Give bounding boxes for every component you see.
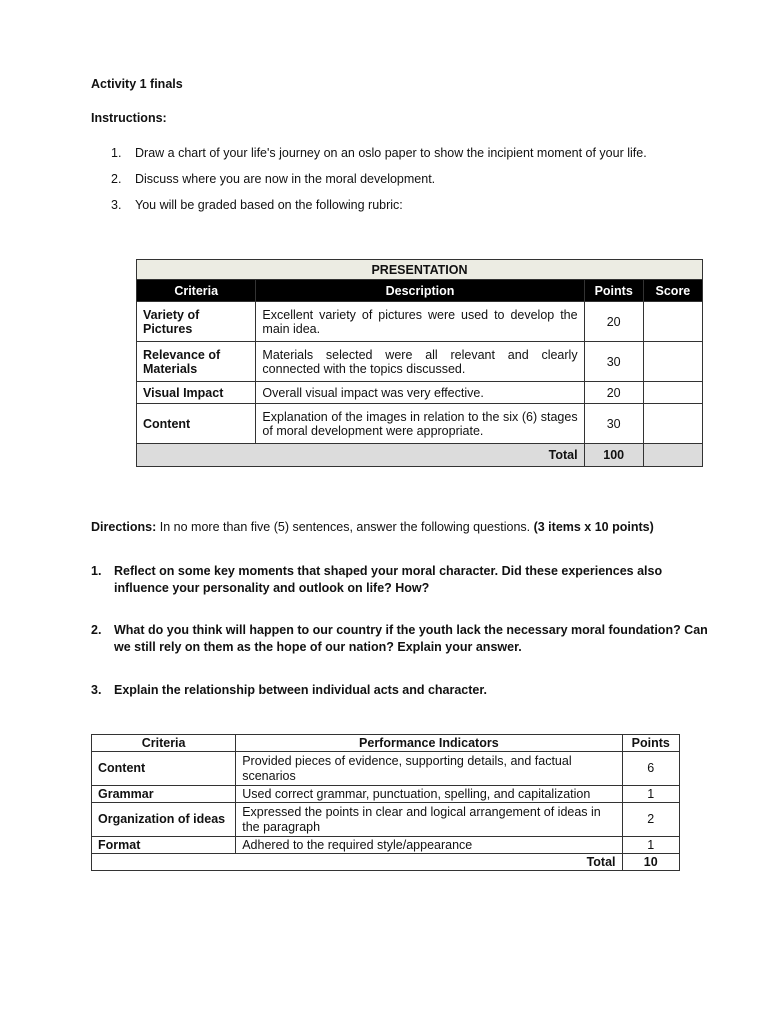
points-cell: 6 — [622, 752, 680, 786]
instruction-item — [111, 146, 731, 160]
question-text: What do you think will happen to our country if the youth lack the necessary moral foundation? Can we still rely on them as the hope of our nation? Explain your answer. — [114, 623, 708, 654]
activity-title: Activity 1 finals — [91, 77, 183, 91]
question-number: 2. — [91, 623, 102, 637]
presentation-rubric-table — [136, 259, 703, 467]
criteria-cell: Relevance of Materials — [137, 342, 256, 382]
instruction-item — [111, 198, 731, 212]
points-cell: 20 — [584, 302, 643, 342]
criteria-cell: Organization of ideas — [92, 803, 236, 837]
header-criteria: Criteria — [92, 735, 236, 752]
points-cell: 2 — [622, 803, 680, 837]
points-cell: 20 — [584, 382, 643, 404]
description-cell: Excellent variety of pictures were used to develop the main idea. — [256, 302, 584, 342]
essay-rubric-table — [91, 734, 680, 871]
criteria-cell: Content — [137, 404, 256, 444]
total-row — [137, 444, 703, 467]
indicator-cell: Adhered to the required style/appearance — [236, 837, 622, 854]
table-row — [137, 302, 703, 342]
points-cell: 30 — [584, 342, 643, 382]
total-score-cell[interactable] — [643, 444, 702, 467]
score-cell[interactable] — [643, 342, 702, 382]
table-row — [137, 342, 703, 382]
question-item — [91, 563, 711, 597]
question-item — [91, 622, 711, 656]
instruction-item — [111, 172, 731, 186]
indicator-cell: Expressed the points in clear and logical arrangement of ideas in the paragraph — [236, 803, 622, 837]
points-cell: 1 — [622, 837, 680, 854]
instruction-number: 1. — [111, 146, 122, 160]
criteria-cell: Visual Impact — [137, 382, 256, 404]
question-text: Reflect on some key moments that shaped your moral character. Did these experiences also influence your personality and outlook on life? How? — [114, 564, 663, 595]
question-number: 3. — [91, 683, 102, 697]
indicator-cell: Provided pieces of evidence, supporting details, and factual scenarios — [236, 752, 622, 786]
header-points: Points — [622, 735, 680, 752]
indicator-cell: Used correct grammar, punctuation, spelling, and capitalization — [236, 786, 622, 803]
header-description: Description — [256, 280, 584, 302]
header-criteria: Criteria — [137, 280, 256, 302]
table-row — [137, 404, 703, 444]
directions-emphasis: (3 items x 10 points) — [533, 520, 654, 534]
header-points: Points — [584, 280, 643, 302]
directions-label: Directions: — [91, 520, 157, 534]
description-cell: Explanation of the images in relation to the six (6) stages of moral development were appropriate. — [256, 404, 584, 444]
table-row — [137, 382, 703, 404]
question-text: Explain the relationship between individual acts and character. — [114, 683, 488, 697]
total-label: Total — [137, 444, 585, 467]
rubric-section-title: PRESENTATION — [137, 260, 703, 280]
table-row — [92, 803, 680, 837]
score-cell[interactable] — [643, 302, 702, 342]
score-cell[interactable] — [643, 382, 702, 404]
criteria-cell: Content — [92, 752, 236, 786]
directions-text: In no more than five (5) sentences, answer the following questions. — [156, 520, 534, 534]
table-row — [92, 786, 680, 803]
instruction-text: Draw a chart of your life's journey on an oslo paper to show the incipient moment of your life. — [135, 146, 647, 160]
directions — [91, 520, 731, 534]
criteria-cell: Variety of Pictures — [137, 302, 256, 342]
question-number: 1. — [91, 564, 102, 578]
instruction-number: 2. — [111, 172, 122, 186]
points-cell: 30 — [584, 404, 643, 444]
header-performance-indicators: Performance Indicators — [236, 735, 622, 752]
criteria-cell: Grammar — [92, 786, 236, 803]
question-item — [91, 682, 711, 699]
total-label: Total — [92, 854, 623, 871]
instructions-label: Instructions: — [91, 111, 167, 125]
points-cell: 1 — [622, 786, 680, 803]
table-row — [92, 752, 680, 786]
score-cell[interactable] — [643, 404, 702, 444]
total-points: 100 — [584, 444, 643, 467]
instruction-text: Discuss where you are now in the moral development. — [135, 172, 436, 186]
total-row — [92, 854, 680, 871]
criteria-cell: Format — [92, 837, 236, 854]
instruction-number: 3. — [111, 198, 122, 212]
header-score: Score — [643, 280, 702, 302]
description-cell: Overall visual impact was very effective. — [256, 382, 584, 404]
total-points: 10 — [622, 854, 680, 871]
table-row — [92, 837, 680, 854]
instruction-text: You will be graded based on the following rubric: — [135, 198, 403, 212]
description-cell: Materials selected were all relevant and clearly connected with the topics discussed. — [256, 342, 584, 382]
